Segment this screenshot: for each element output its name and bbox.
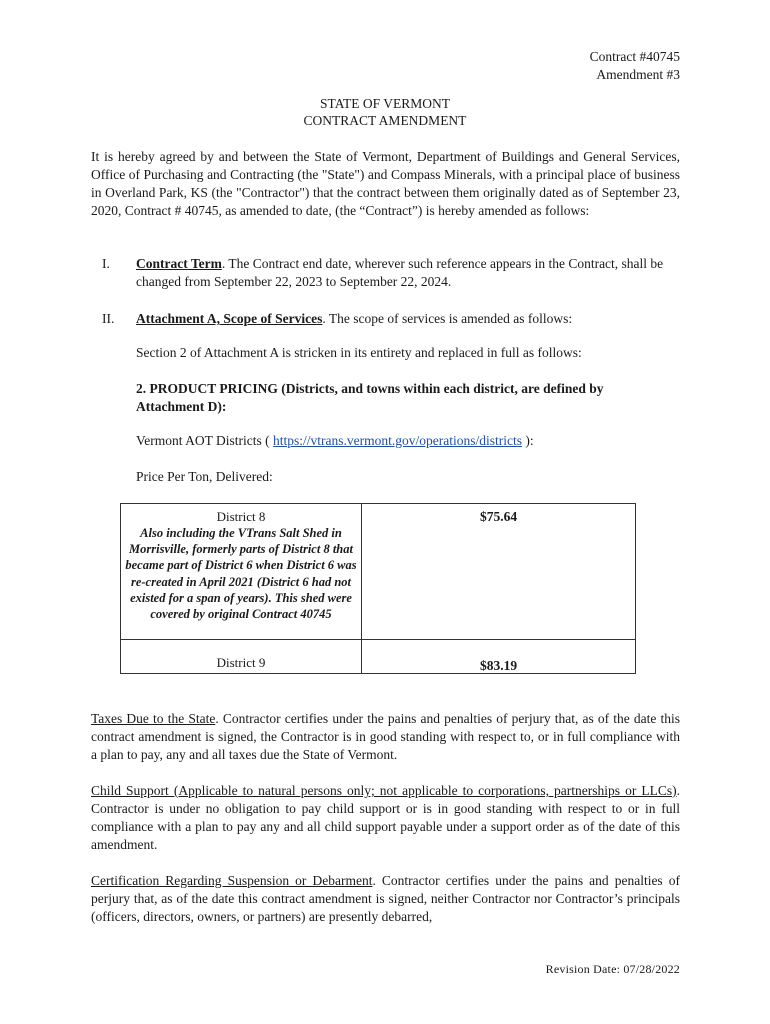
item-text: . The Contract end date, wherever such reference appears in the Contract, shall be changed from September 22, 2023 to September 22, 2024.	[136, 256, 664, 289]
document-title	[0, 95, 770, 129]
item-heading: Attachment A, Scope of Services	[136, 311, 323, 326]
table-cell-price-district-8: $75.64	[479, 509, 518, 524]
item-number: I.	[102, 256, 110, 271]
child-support-text: . Contractor is under no obligation to pay child support or is in good standing with respect to or in full compliance with a plan to pay any and all child support payable under a support order as of the date of this amendment.	[91, 783, 680, 852]
price-table	[120, 503, 636, 674]
districts-link[interactable]: https://vtrans.vermont.gov/operations/districts	[273, 433, 522, 448]
district-name: District 8	[216, 509, 266, 524]
certification-text: . Contractor certifies under the pains and penalties of perjury that, as of the date this contract amendment is signed, neither Contractor nor Contractor’s principals (officers, directors, owners, or partners) are presently debarred,	[91, 873, 680, 924]
district-note: Also including the VTrans Salt Shed in Morrisville, formerly parts of District 8 that became part of District 6 when District 6 was re-created in April 2021 (District 6 had not existed for a span of years). This shed were covered by original Contract 40745	[125, 526, 357, 622]
revision-date: Revision Date: 07/28/2022	[545, 962, 680, 976]
table-cell-district-8	[121, 509, 361, 622]
title-line-1: STATE OF VERMONT	[320, 96, 450, 111]
districts-suffix: ):	[521, 433, 534, 448]
table-cell-district-9: District 9	[216, 655, 266, 670]
certification-heading: Certification Regarding Suspension or Debarment	[91, 873, 373, 888]
item-body	[136, 310, 680, 328]
pricing-heading: 2. PRODUCT PRICING (Districts, and towns within each district, are defined by Attachment D):	[136, 381, 604, 414]
intro-paragraph: It is hereby agreed by and between the State of Vermont, Department of Buildings and General Services, Office of Purchasing and Contracting (the "State") and Compass Minerals, with a principal place of business in Overland Park, KS (the "Contractor") that the contract between them originally dated as of September 23, 2020, Contract # 40745, as amended to date, (the “Contract”) is hereby amended as follows:	[91, 149, 680, 218]
title-line-2: CONTRACT AMENDMENT	[303, 113, 467, 128]
child-support-paragraph	[91, 782, 680, 854]
item-heading: Contract Term	[136, 256, 222, 271]
taxes-heading: Taxes Due to the State	[91, 711, 216, 726]
districts-line	[136, 432, 680, 450]
certification-paragraph	[91, 872, 680, 926]
taxes-paragraph	[91, 710, 680, 764]
contract-number: Contract #40745	[589, 49, 680, 64]
taxes-text: . Contractor certifies under the pains and penalties of perjury that, as of the date this contract amendment is signed, the Contractor is in good standing with respect to, or in full compliance with a plan to pay, any and all taxes due the State of Vermont.	[91, 711, 680, 762]
amendment-number: Amendment #3	[596, 67, 680, 82]
table-cell-price-district-9: $83.19	[479, 658, 518, 673]
item-number: II.	[102, 311, 115, 326]
child-support-heading: Child Support (Applicable to natural persons only; not applicable to corporations, partnerships or LLCs)	[91, 783, 677, 798]
contract-reference	[590, 48, 680, 84]
item-body	[136, 255, 680, 291]
table-divider-vertical	[361, 504, 362, 673]
item-text: . The scope of services is amended as follows:	[322, 311, 573, 326]
section-2-text: Section 2 of Attachment A is stricken in its entirety and replaced in full as follows:	[136, 345, 582, 360]
price-per-ton-label: Price Per Ton, Delivered:	[136, 469, 273, 484]
districts-prefix: Vermont AOT Districts (	[136, 433, 273, 448]
table-divider-horizontal	[121, 639, 635, 640]
